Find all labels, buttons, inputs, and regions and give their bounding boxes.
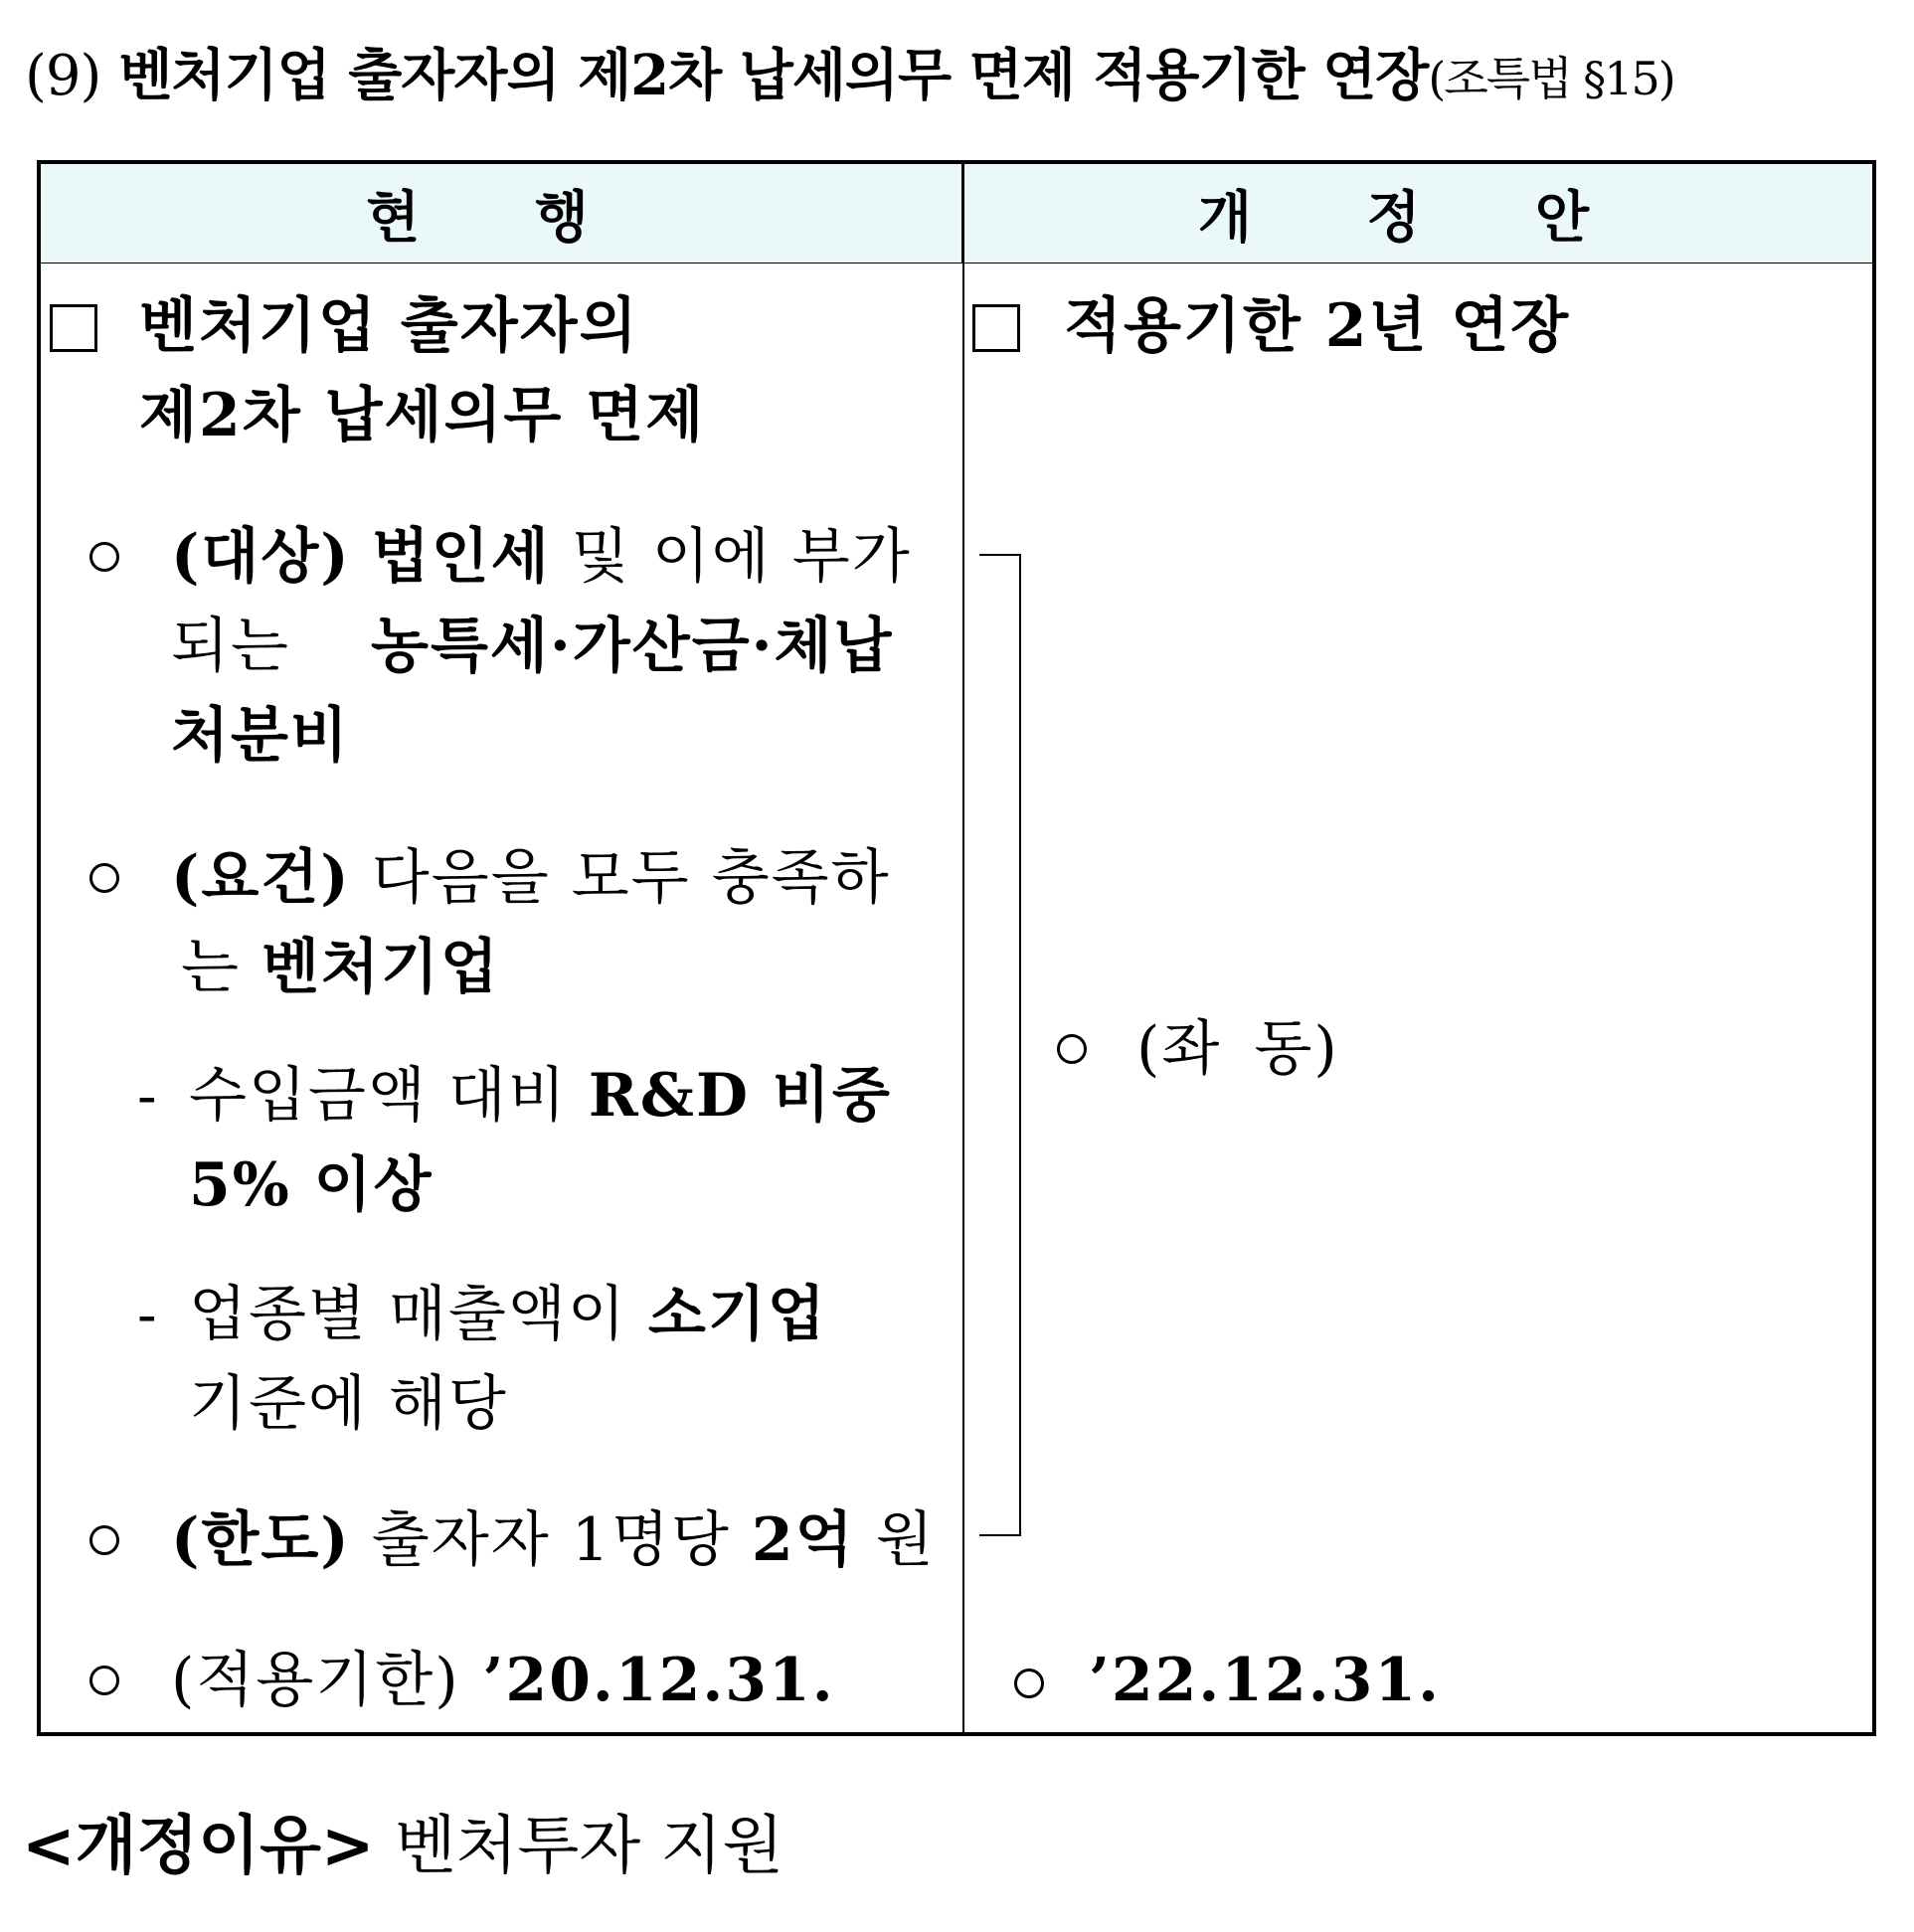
dash-bullet: - [137,1281,157,1348]
bullet-circle-icon [89,542,119,572]
revision-reason [22,1802,783,1891]
section-title [25,36,1894,118]
bullet-circle-icon [89,863,119,893]
requirement-line1: (요건) 다음을 모두 충족하 [171,843,891,913]
dash-bullet: - [137,1062,157,1130]
target-line3: 처분비 [171,701,350,771]
limit-line: (한도) 출자자 1명당 2억 원 [171,1505,936,1575]
bracket-line [979,554,1021,1536]
target-line2: 되는 농특세·가산금·체납 [171,612,894,681]
column-divider [962,164,964,1732]
target-line1: (대상) 법인세 및 이에 부가 [171,522,912,592]
revision-reason-text: 벤처투자 지원 [374,1810,784,1883]
sub1-line2: 5% 이상 [189,1150,434,1220]
checkbox-square-icon [50,304,97,352]
sub1-line1: 수입금액 대비 R&D 비중 [189,1061,892,1131]
requirement-line2: 는 벤처기업 [181,933,500,1002]
law-reference: (조특법 §15) [1428,52,1674,105]
same-as-left: (좌 동) [1136,1014,1339,1084]
bullet-circle-icon [1014,1669,1044,1698]
section-number: (9) [25,44,101,108]
revision-reason-tag: <개정이유> [22,1810,375,1883]
checkbox-square-icon [972,304,1020,352]
bullet-circle-icon [89,1666,119,1695]
header-current: 현 행 [41,164,962,263]
bullet-circle-icon [1057,1034,1087,1064]
deadline-current-line: (적용기한) ’20.12.31. [171,1646,835,1715]
header-proposed: 개 정 안 [962,164,1872,263]
deadline-proposed: ’22.12.31. [1089,1646,1442,1715]
sub2-line2: 기준에 해당 [189,1369,508,1439]
bullet-circle-icon [89,1525,119,1555]
current-heading-line2: 제2차 납세의무 면제 [139,381,706,450]
current-heading-line1: 벤처기업 출자자의 [139,291,639,361]
sub2-line1: 업종별 매출액이 소기업 [189,1280,827,1349]
proposed-heading: 적용기한 2년 연장 [1064,291,1571,361]
section-title-text: 벤처기업 출자자의 제2차 납세의무 면제 적용기한 연장 [118,43,1429,108]
